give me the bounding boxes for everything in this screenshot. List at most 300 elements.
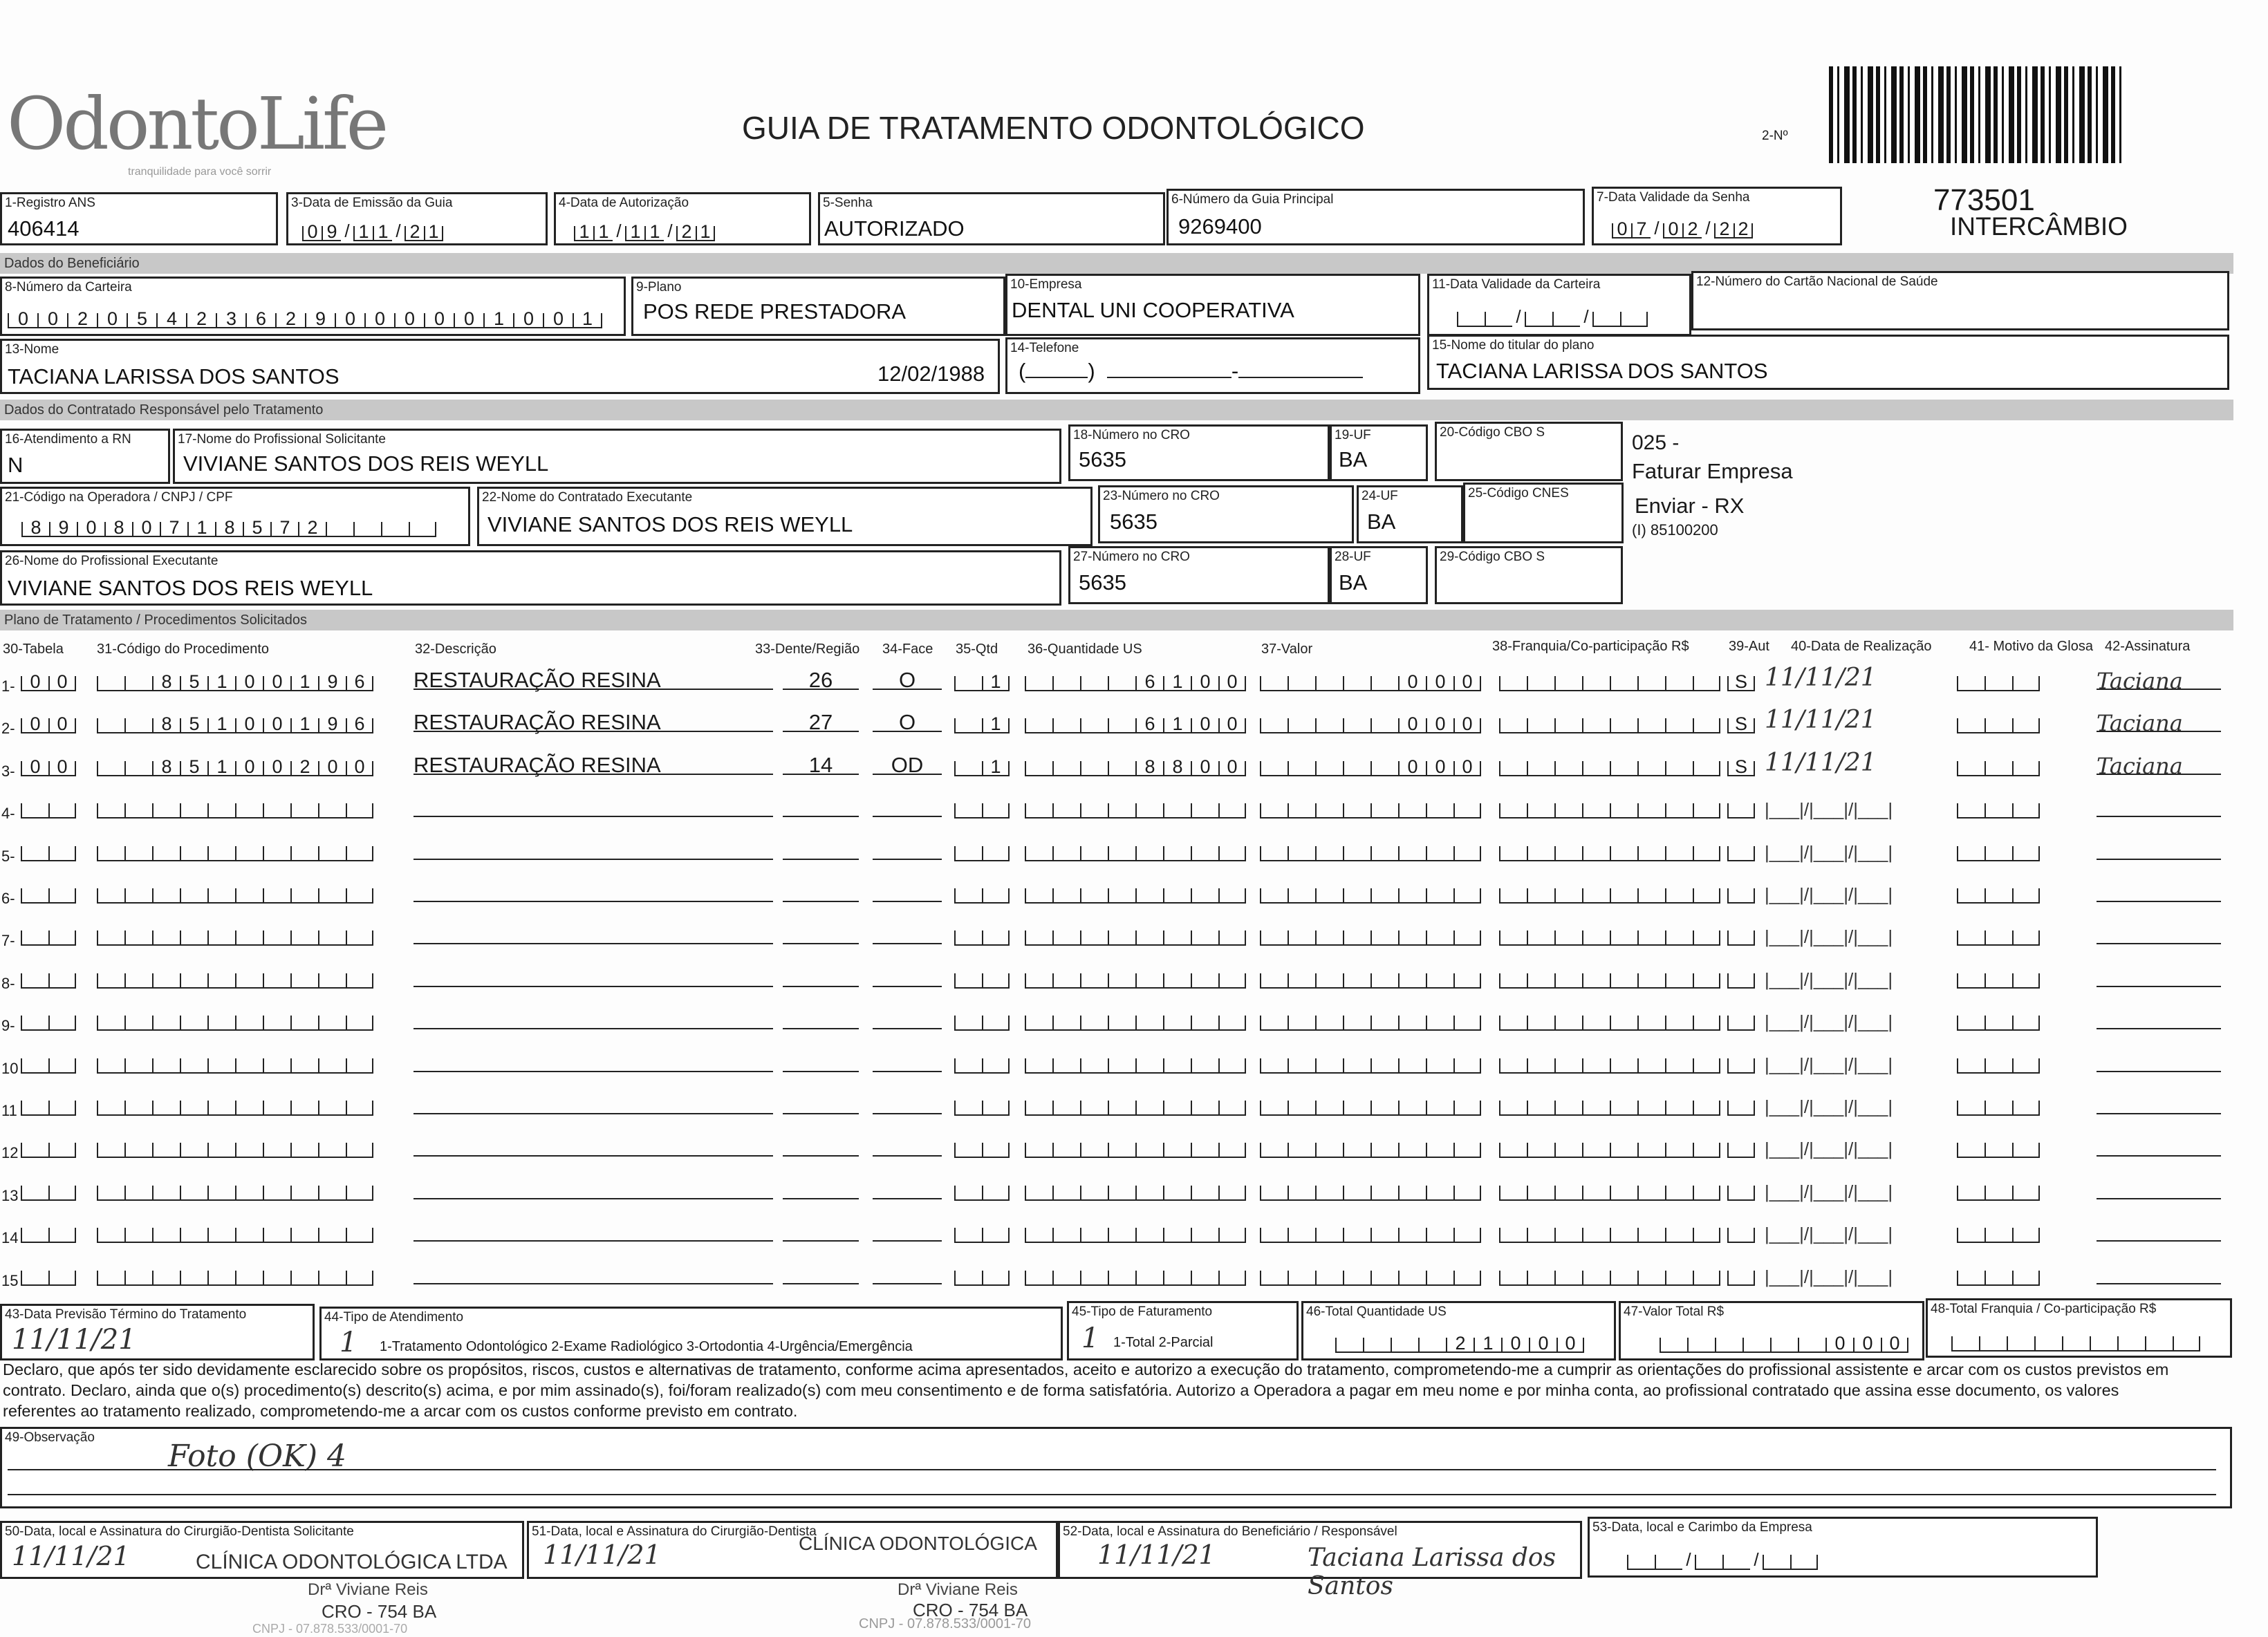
field-26-profissional-executante: 26-Nome do Profissional Executante VIVIANE SANTOS DOS REIS WEYLL (0, 550, 1061, 606)
field-22-contratado-executante: 22-Nome do Contratado Executante VIVIANE SANTOS DOS REIS WEYLL (477, 487, 1093, 546)
quantidade-us-cells (1025, 1134, 1246, 1158)
quantidade-us-cells: 8 8 0 0 (1025, 753, 1246, 776)
valor-cells (1260, 922, 1481, 946)
row-number: 12 (1, 1144, 19, 1161)
qtd-cells: 1 (954, 710, 1010, 733)
descricao (413, 1177, 773, 1199)
row-number: 6- (1, 890, 15, 907)
data-realizacao: |___|/|___|/|___| (1765, 1266, 1893, 1287)
codigo-cells (97, 1177, 373, 1201)
contratado-executante-value: VIVIANE SANTOS DOS REIS WEYLL (487, 512, 853, 536)
codigo-cells (97, 1050, 373, 1074)
uf-28-value: BA (1339, 570, 1368, 595)
field-24-uf: 24-UF BA (1357, 485, 1463, 543)
solicitante-stamp-cnpj: CNPJ - 07.878.533/0001-70 (252, 1622, 408, 1636)
aut-cells (1727, 880, 1755, 904)
data-nascimento-value: 12/02/1988 (877, 362, 985, 386)
dente-regiao (783, 1177, 859, 1199)
row-number: 5- (1, 848, 15, 865)
field-14-telefone: 14-Telefone ( ) - (1005, 337, 1420, 394)
franquia-cells (1499, 1050, 1720, 1074)
tipo-atendimento-value: 1 (340, 1327, 357, 1358)
field-50-assinatura-solicitante: 50-Data, local e Assinatura do Cirurgião-Dentista Solicitante 11/11/21 CLÍNICA ODONTOLÓGICA LTDA (0, 1521, 524, 1579)
aut-cells (1727, 1092, 1755, 1116)
quantidade-us-cells (1025, 1219, 1246, 1243)
valor-cells: 0 0 0 (1260, 668, 1481, 691)
valor-cells (1260, 1050, 1481, 1074)
cro-27-value: 5635 (1079, 570, 1126, 595)
tabela-cells: 0 0 (21, 710, 76, 733)
profissional-solicitante-value: VIVIANE SANTOS DOS REIS WEYLL (183, 451, 549, 476)
dente-regiao (783, 838, 859, 860)
data-realizacao: |___|/|___|/|___| (1765, 1054, 1893, 1075)
uf-19-value: BA (1339, 447, 1368, 471)
valor-cells (1260, 1177, 1481, 1201)
field-47-valor-total: 47-Valor Total R$ 0 0 0 (1619, 1301, 1924, 1360)
tabela-cells (21, 795, 76, 818)
assinatura: Taciana (2097, 710, 2221, 732)
field-8-numero-carteira: 8-Número da Carteira 0 0 2 0 5 4 2 3 6 2 9 0 0 0 0 0 1 0 0 1 (0, 277, 626, 336)
codigo-cells (97, 880, 373, 904)
assinatura: Taciana (2097, 668, 2221, 690)
tabela-cells: 0 0 (21, 668, 76, 691)
atendimento-rn-value: N (8, 453, 24, 477)
aut-cells: S (1727, 668, 1755, 691)
codigo-cells (97, 1219, 373, 1243)
data-realizacao: |___|/|___|/|___| (1765, 1011, 1893, 1032)
cro-23-value: 5635 (1110, 509, 1158, 534)
codigo-cells (97, 1092, 373, 1116)
aut-cells (1727, 1007, 1755, 1031)
data-realizacao: 11/11/21 (1765, 706, 1877, 734)
face (873, 965, 942, 987)
franquia-cells (1499, 710, 1720, 733)
qtd-cells (954, 922, 1010, 946)
tabela-cells (21, 1177, 76, 1201)
quantidade-us-cells (1025, 1092, 1246, 1116)
dente-regiao (783, 1262, 859, 1284)
descricao (413, 965, 773, 987)
data-realizacao: |___|/|___|/|___| (1765, 1096, 1893, 1117)
row-number: 11 (1, 1102, 17, 1119)
assinatura: Taciana (2097, 753, 2221, 775)
motivo-glosa-cells (1957, 1007, 2040, 1031)
data-realizacao: 11/11/21 (1765, 749, 1877, 777)
assinatura (2097, 1092, 2221, 1114)
numero-label: 2-Nº (1762, 129, 1788, 143)
solicitante-date: 11/11/21 (12, 1541, 130, 1571)
field-1-registro-ans: 1-Registro ANS 406414 (0, 192, 278, 245)
valor-cells (1260, 880, 1481, 904)
valor-cells: 0 0 0 (1260, 710, 1481, 733)
franquia-cells (1499, 1262, 1720, 1286)
row-number: 14 (1, 1229, 19, 1246)
valor-cells (1260, 838, 1481, 861)
quantidade-us-cells (1025, 795, 1246, 818)
motivo-glosa-cells (1957, 1092, 2040, 1116)
dentista-stamp-cnpj: CNPJ - 07.878.533/0001-70 (859, 1616, 1032, 1631)
aut-cells: S (1727, 710, 1755, 733)
field-25-cnes: 25-Código CNES (1463, 483, 1624, 543)
assinatura (2097, 1050, 2221, 1072)
field-18-cro: 18-Número no CRO 5635 (1068, 424, 1330, 481)
field-17-profissional-solicitante: 17-Nome do Profissional Solicitante VIVIANE SANTOS DOS REIS WEYLL (173, 429, 1061, 484)
descricao (413, 1262, 773, 1284)
qtd-cells (954, 965, 1010, 989)
face: O (873, 668, 942, 690)
dentista-stamp-cro: CRO - 754 BA (913, 1600, 1028, 1620)
assinatura (2097, 1007, 2221, 1029)
franquia-cells (1499, 1134, 1720, 1158)
solicitante-stamp: CLÍNICA ODONTOLÓGICA LTDA (196, 1551, 508, 1573)
qtd-cells: 1 (954, 668, 1010, 691)
row-number: 7- (1, 932, 15, 949)
aut-cells (1727, 795, 1755, 818)
face (873, 880, 942, 902)
field-4-data-autorizacao: 4-Data de Autorização 1 1 / 1 1 / 2 1 (554, 192, 811, 245)
tabela-cells (21, 1092, 76, 1116)
dente-regiao (783, 922, 859, 944)
intercambio-label: INTERCÂMBIO (1950, 212, 2128, 241)
data-realizacao: |___|/|___|/|___| (1765, 884, 1893, 905)
motivo-glosa-cells (1957, 922, 2040, 946)
motivo-glosa-cells (1957, 838, 2040, 861)
descricao (413, 1092, 773, 1114)
qtd-cells: 1 (954, 753, 1010, 776)
data-realizacao: |___|/|___|/|___| (1765, 1181, 1893, 1202)
face (873, 795, 942, 817)
quantidade-us-cells (1025, 1050, 1246, 1074)
dente-regiao (783, 795, 859, 817)
field-51-assinatura-dentista: 51-Data, local e Assinatura do Cirurgião-Dentista 11/11/21 CLÍNICA ODONTOLÓGICA (527, 1521, 1058, 1579)
data-realizacao: |___|/|___|/|___| (1765, 1139, 1893, 1159)
codigo-cells (97, 838, 373, 861)
cro-18-value: 5635 (1079, 447, 1126, 471)
motivo-glosa-cells (1957, 1134, 2040, 1158)
dente-regiao (783, 880, 859, 902)
valor-cells (1260, 1219, 1481, 1243)
tabela-cells: 0 0 (21, 753, 76, 776)
tabela-cells (21, 922, 76, 946)
data-realizacao: |___|/|___|/|___| (1765, 969, 1893, 990)
dentista-date: 11/11/21 (543, 1540, 661, 1570)
valor-cells (1260, 1262, 1481, 1286)
codigo-cells (97, 795, 373, 818)
field-43-previsao-termino: 43-Data Previsão Término do Tratamento 11/11/21 (0, 1304, 315, 1360)
motivo-glosa-cells (1957, 710, 2040, 733)
descricao (413, 1007, 773, 1029)
senha-value: AUTORIZADO (824, 216, 965, 241)
section-beneficiario: Dados do Beneficiário (0, 253, 2233, 274)
field-9-plano: 9-Plano POS REDE PRESTADORA (631, 277, 1005, 336)
quantidade-us-cells (1025, 880, 1246, 904)
titular-value: TACIANA LARISSA DOS SANTOS (1436, 359, 1768, 383)
descricao (413, 795, 773, 817)
face (873, 1219, 942, 1242)
valor-cells (1260, 795, 1481, 818)
motivo-glosa-cells (1957, 1177, 2040, 1201)
franquia-cells (1499, 668, 1720, 691)
beneficiario-signature: Taciana Larissa dos Santos (1308, 1544, 1556, 1600)
tabela-cells (21, 1050, 76, 1074)
valor-cells: 0 0 0 (1260, 753, 1481, 776)
face (873, 838, 942, 860)
tabela-cells (21, 838, 76, 861)
field-21-codigo-operadora: 21-Código na Operadora / CNPJ / CPF 8 9 0 8 0 7 1 8 5 7 2 (0, 487, 470, 546)
dentista-stamp: CLÍNICA ODONTOLÓGICA (799, 1533, 1037, 1554)
tabela-cells (21, 880, 76, 904)
assinatura (2097, 922, 2221, 944)
field-52-assinatura-beneficiario: 52-Data, local e Assinatura do Beneficiário / Responsável 11/11/21 Taciana Larissa dos Santos (1058, 1521, 1582, 1579)
face (873, 1092, 942, 1114)
qtd-cells (954, 1092, 1010, 1116)
guia-principal-value: 9269400 (1178, 214, 1262, 238)
row-number: 2- (1, 720, 15, 737)
valor-cells (1260, 965, 1481, 989)
field-48-total-franquia: 48-Total Franquia / Co-participação R$ (1926, 1298, 2232, 1358)
row-number: 8- (1, 975, 15, 992)
odontolife-logo: OdontoLife (7, 82, 387, 166)
dente-regiao (783, 965, 859, 987)
descricao (413, 1134, 773, 1157)
dentista-stamp-name: Drª Viviane Reis (898, 1580, 1018, 1599)
row-number: 10 (1, 1060, 19, 1077)
descricao (413, 838, 773, 860)
field-53-carimbo-empresa: 53-Data, local e Carimbo da Empresa / / (1588, 1517, 2098, 1578)
descricao (413, 1050, 773, 1072)
dente-regiao (783, 1050, 859, 1072)
face (873, 1262, 942, 1284)
empresa-value: DENTAL UNI COOPERATIVA (1012, 298, 1294, 322)
motivo-glosa-cells (1957, 1050, 2040, 1074)
aut-cells (1727, 1177, 1755, 1201)
qtd-cells (954, 1219, 1010, 1243)
tipo-faturamento-value: 1 (1081, 1322, 1099, 1354)
data-realizacao: 11/11/21 (1765, 664, 1877, 692)
codigo-cells: 8 5 1 0 0 1 9 6 (97, 710, 373, 733)
valor-cells (1260, 1007, 1481, 1031)
descricao (413, 880, 773, 902)
motivo-glosa-cells (1957, 965, 2040, 989)
field-10-empresa: 10-Empresa DENTAL UNI COOPERATIVA (1005, 274, 1420, 336)
motivo-glosa-cells (1957, 753, 2040, 776)
dente-regiao (783, 1007, 859, 1029)
section-contratado: Dados do Contratado Responsável pelo Tratamento (0, 400, 2233, 420)
qtd-cells (954, 838, 1010, 861)
field-23-cro: 23-Número no CRO 5635 (1098, 485, 1354, 543)
franquia-cells (1499, 965, 1720, 989)
dente-regiao (783, 1092, 859, 1114)
logo-tagline: tranquilidade para você sorrir (128, 166, 272, 178)
beneficiario-date: 11/11/21 (1097, 1540, 1216, 1570)
row-number: 1- (1, 677, 15, 695)
field-3-data-emissao: 3-Data de Emissão da Guia 0 9 / 1 1 / 2 1 (286, 192, 548, 245)
quantidade-us-cells (1025, 1262, 1246, 1286)
aut-cells (1727, 922, 1755, 946)
aut-cells (1727, 965, 1755, 989)
face (873, 1177, 942, 1199)
profissional-executante-value: VIVIANE SANTOS DOS REIS WEYLL (8, 576, 373, 600)
field-13-nome: 13-Nome TACIANA LARISSA DOS SANTOS 12/02/1988 (0, 339, 1000, 394)
row-number: 9- (1, 1017, 15, 1034)
quantidade-us-cells: 6 1 0 0 (1025, 668, 1246, 691)
assinatura (2097, 880, 2221, 902)
assinatura (2097, 1134, 2221, 1157)
quantidade-us-cells (1025, 838, 1246, 861)
codigo-cells: 8 5 1 0 0 2 0 0 (97, 753, 373, 776)
assinatura (2097, 1219, 2221, 1242)
note-025: 025 - (1632, 431, 1680, 454)
qtd-cells (954, 1177, 1010, 1201)
motivo-glosa-cells (1957, 880, 2040, 904)
declaration-line-2: contrato. Declaro, ainda que o(s) procedimento(s) descrito(s) acima, e por mim assinado(s), foi/foram realizado(s) com meu consentimento e de forma satisfatória. Autorizo a Operadora a pagar em meu nome e por minha conta, ao profissional contratado que assina esse documento, os valores (3, 1381, 2119, 1399)
assinatura (2097, 1262, 2221, 1284)
franquia-cells (1499, 1219, 1720, 1243)
quantidade-us-cells (1025, 965, 1246, 989)
dente-regiao (783, 1134, 859, 1157)
field-7-validade-senha: 7-Data Validade da Senha 0 7 / 0 2 / 2 2 (1592, 187, 1842, 245)
dente-regiao (783, 1219, 859, 1242)
codigo-cells (97, 965, 373, 989)
descricao (413, 922, 773, 944)
data-realizacao: |___|/|___|/|___| (1765, 1224, 1893, 1244)
aut-cells (1727, 1219, 1755, 1243)
field-6-guia-principal: 6-Número da Guia Principal 9269400 (1166, 189, 1585, 245)
qtd-cells (954, 1134, 1010, 1158)
field-27-cro: 27-Número no CRO 5635 (1068, 546, 1330, 604)
quantidade-us-cells: 6 1 0 0 (1025, 710, 1246, 733)
field-11-validade-carteira: 11-Data Validade da Carteira / / (1427, 274, 1691, 336)
field-29-cbo: 29-Código CBO S (1435, 546, 1623, 604)
field-44-tipo-atendimento: 44-Tipo de Atendimento 1 1-Tratamento Odontológico 2-Exame Radiológico 3-Ortodontia 4-Urgência/Emergência (319, 1307, 1063, 1360)
codigo-cells (97, 1262, 373, 1286)
quantidade-us-cells (1025, 922, 1246, 946)
tabela-cells (21, 1007, 76, 1031)
franquia-cells (1499, 880, 1720, 904)
dente-regiao: 26 (783, 668, 859, 690)
franquia-cells (1499, 838, 1720, 861)
codigo-cells (97, 922, 373, 946)
data-realizacao: |___|/|___|/|___| (1765, 842, 1893, 863)
note-codigo: (I) 85100200 (1632, 521, 1718, 539)
field-49-observacao: 49-Observação Foto (OK) 4 (0, 1427, 2232, 1508)
dente-regiao: 27 (783, 710, 859, 732)
declaration-line-1: Declaro, que após ter sido devidamente esclarecido sobre os propósitos, riscos, custos e alternativas de tratamento, conforme acima apresentados, aceito e autorizo a execução do tratamento, comprometendo-me a cumprir as orientações do profissional assistente e arcar com os custos previstos em (3, 1360, 2169, 1378)
plano-value: POS REDE PRESTADORA (643, 299, 907, 324)
descricao (413, 1219, 773, 1242)
descricao: RESTAURAÇÃO RESINA (413, 753, 773, 775)
qtd-cells (954, 880, 1010, 904)
qtd-cells (954, 1050, 1010, 1074)
descricao: RESTAURAÇÃO RESINA (413, 710, 773, 732)
valor-cells (1260, 1134, 1481, 1158)
tabela-cells (21, 1219, 76, 1243)
motivo-glosa-cells (1957, 795, 2040, 818)
dente-regiao: 14 (783, 753, 859, 775)
data-realizacao: |___|/|___|/|___| (1765, 799, 1893, 820)
motivo-glosa-cells (1957, 668, 2040, 691)
observacao-value: Foto (OK) 4 (168, 1439, 347, 1474)
face (873, 1007, 942, 1029)
telefone-value: ( ) - (1019, 359, 1363, 384)
tabela-cells (21, 1134, 76, 1158)
aut-cells (1727, 1262, 1755, 1286)
barcode-number: 773501 (1933, 183, 2035, 217)
descricao: RESTAURAÇÃO RESINA (413, 668, 773, 690)
assinatura (2097, 795, 2221, 817)
row-number: 15 (1, 1272, 19, 1289)
tipo-atendimento-options: 1-Tratamento Odontológico 2-Exame Radiológico 3-Ortodontia 4-Urgência/Emergência (380, 1339, 913, 1354)
row-number: 4- (1, 805, 15, 822)
field-46-total-us: 46-Total Quantidade US 2 1 0 0 0 (1301, 1301, 1616, 1360)
codigo-cells (97, 1007, 373, 1031)
tabela-cells (21, 1262, 76, 1286)
aut-cells (1727, 838, 1755, 861)
franquia-cells (1499, 922, 1720, 946)
section-plano: Plano de Tratamento / Procedimentos Solicitados (0, 610, 2233, 630)
aut-cells (1727, 1134, 1755, 1158)
registro-ans-value: 406414 (8, 216, 80, 241)
field-45-tipo-faturamento: 45-Tipo de Faturamento 1 1-Total 2-Parcial (1067, 1301, 1299, 1360)
previsao-termino-value: 11/11/21 (12, 1324, 136, 1356)
tipo-faturamento-options: 1-Total 2-Parcial (1113, 1335, 1214, 1350)
tabela-cells (21, 965, 76, 989)
franquia-cells (1499, 1177, 1720, 1201)
barcode (1829, 66, 2126, 163)
face: O (873, 710, 942, 732)
face (873, 1050, 942, 1072)
page-title: GUIA DE TRATAMENTO ODONTOLÓGICO (742, 110, 1365, 146)
franquia-cells (1499, 753, 1720, 776)
field-20-cbo: 20-Código CBO S (1435, 422, 1623, 481)
quantidade-us-cells (1025, 1007, 1246, 1031)
franquia-cells (1499, 795, 1720, 818)
field-28-uf: 28-UF BA (1330, 546, 1428, 604)
solicitante-stamp-cro: CRO - 754 BA (322, 1601, 437, 1622)
aut-cells: S (1727, 753, 1755, 776)
valor-cells (1260, 1092, 1481, 1116)
assinatura (2097, 965, 2221, 987)
aut-cells (1727, 1050, 1755, 1074)
solicitante-stamp-name: Drª Viviane Reis (308, 1580, 428, 1599)
qtd-cells (954, 795, 1010, 818)
field-15-titular: 15-Nome do titular do plano TACIANA LARISSA DOS SANTOS (1427, 335, 2229, 390)
note-enviar-rx: Enviar - RX (1635, 494, 1745, 518)
quantidade-us-cells (1025, 1177, 1246, 1201)
motivo-glosa-cells (1957, 1262, 2040, 1286)
franquia-cells (1499, 1092, 1720, 1116)
franquia-cells (1499, 1007, 1720, 1031)
qtd-cells (954, 1007, 1010, 1031)
row-number: 13 (1, 1187, 19, 1204)
field-12-cartao-nacional: 12-Número do Cartão Nacional de Saúde (1691, 271, 2229, 330)
assinatura (2097, 1177, 2221, 1199)
row-number: 3- (1, 763, 15, 780)
codigo-cells: 8 5 1 0 0 1 9 6 (97, 668, 373, 691)
nome-value: TACIANA LARISSA DOS SANTOS (8, 364, 340, 389)
field-19-uf: 19-UF BA (1330, 424, 1428, 481)
field-5-senha: 5-Senha AUTORIZADO (818, 192, 1165, 245)
data-realizacao: |___|/|___|/|___| (1765, 926, 1893, 947)
face: OD (873, 753, 942, 775)
face (873, 922, 942, 944)
assinatura (2097, 838, 2221, 860)
field-16-atendimento-rn: 16-Atendimento a RN N (0, 429, 170, 484)
codigo-cells (97, 1134, 373, 1158)
declaration-line-3: referentes ao tratamento realizado, comprometendo-me a arcar com os custos conforme previsto em contrato. (3, 1402, 798, 1420)
motivo-glosa-cells (1957, 1219, 2040, 1243)
note-faturar-empresa: Faturar Empresa (1632, 459, 1793, 483)
